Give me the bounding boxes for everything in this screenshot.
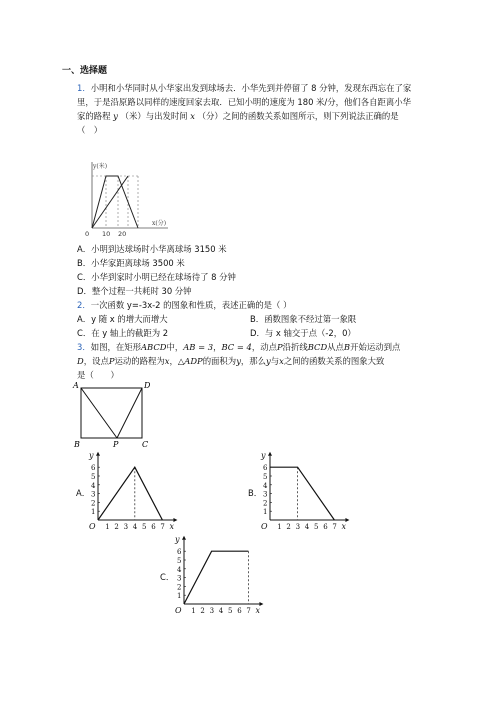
q1-xiaohua-line (92, 176, 138, 228)
origin-label: O (89, 522, 96, 530)
q3-rectangle-figure (72, 380, 154, 452)
x-axis-arrow (345, 518, 349, 522)
point-p-label: P (113, 440, 119, 449)
segment-dp (117, 388, 142, 438)
y-axis-arrow (268, 452, 272, 456)
q1-number: 1． (77, 83, 91, 93)
q1-distance-time-graph (82, 158, 172, 236)
q2-option-a: A．y 随 x 的增大而增大 (77, 314, 168, 324)
x-tick-label: 4 (304, 523, 310, 530)
q3-line-1: 3．如图，在矩形ABCD中，AB = 3，BC = 4，动点P沿折线BCD从点B开始运动到点 (77, 342, 401, 352)
x-tick-label: 5 (228, 607, 233, 614)
x-tick-label: 4 (132, 523, 138, 530)
q1-option-d: D．整个过程一共耗时 30 分钟 (77, 286, 192, 296)
y-tick-label: 3 (91, 490, 96, 499)
y-axis-arrow (182, 536, 186, 540)
x-tick-label: 6 (151, 523, 156, 530)
x-tick-label: 2 (114, 523, 119, 530)
x-tick-label: 1 (277, 523, 282, 530)
q1-tick-20: 20 (118, 230, 127, 238)
function-line (270, 467, 334, 520)
q1-line-3: 家的路程 y （米）与出发时间 x （分）之间的函数关系如图所示，则下列说法正确的是 (77, 111, 399, 121)
x-tick-label: 6 (237, 607, 242, 614)
section-title: 一、选择题 (62, 66, 108, 76)
x-tick-label: 7 (332, 523, 337, 530)
q2-option-c: C．在 y 轴上的截距为 2 (77, 328, 169, 338)
y-axis-label: y (261, 450, 266, 460)
x-tick-label: 2 (200, 607, 205, 614)
y-tick-label: 2 (91, 499, 96, 508)
q3-line-2: D，设点P运动的路程为x，△ADP的面积为y，那么y与x之间的函数关系的图象大致 (77, 356, 385, 366)
x-axis-label: x (341, 522, 346, 530)
y-tick-label: 2 (177, 583, 182, 592)
x-axis-label: x (255, 606, 260, 614)
x-tick-label: 5 (142, 523, 147, 530)
q2-option-b: B．函数图象不经过第一象限 (250, 314, 357, 324)
q1-y-label: y(米) (93, 163, 108, 170)
y-tick-label: 1 (177, 592, 182, 601)
origin-label: O (261, 522, 268, 530)
y-axis-arrow (96, 452, 100, 456)
function-line (98, 467, 162, 520)
q3-number: 3． (77, 342, 91, 352)
x-tick-label: 7 (246, 607, 251, 614)
vertex-d-label: D (144, 381, 151, 390)
q1-option-a: A．小明到达球场时小华离球场 3150 米 (77, 244, 227, 254)
x-tick-label: 1 (105, 523, 110, 530)
q3-option-c-label: C． (160, 572, 175, 582)
y-tick-label: 5 (91, 473, 96, 481)
y-tick-label: 5 (263, 473, 268, 481)
q1-xiaoming-line (92, 176, 128, 228)
x-axis-label: x (169, 522, 174, 530)
segment-ap (81, 388, 117, 438)
q3-graph-a (86, 450, 186, 530)
q1-line-2: 里，于是沿原路以同样的速度回家去取．已知小明的速度为 180 米/分，他们各自距离小华 (77, 97, 412, 107)
x-axis-arrow (173, 518, 177, 522)
q1-x-label: x(分) (152, 220, 167, 227)
q1-answer-paren: （ ） (77, 125, 103, 135)
y-tick-label: 5 (177, 557, 182, 565)
x-tick-label: 7 (160, 523, 165, 530)
y-axis-label: y (89, 450, 94, 460)
y-tick-label: 2 (263, 499, 268, 508)
x-tick-label: 3 (295, 523, 301, 530)
y-tick-label: 3 (263, 490, 268, 499)
y-tick-label: 1 (91, 508, 96, 517)
y-tick-label: 4 (263, 481, 268, 490)
vertex-c-label: C (142, 440, 149, 449)
q2-option-d: D．与 x 轴交于点（-2，0） (250, 328, 356, 338)
q3-line-3: 是（ ） (77, 370, 119, 380)
q3-option-a-label: A． (76, 488, 91, 498)
x-tick-label: 3 (209, 607, 215, 614)
q3-graph-b (258, 450, 358, 530)
x-tick-label: 1 (191, 607, 196, 614)
y-tick-label: 1 (263, 508, 268, 517)
y-tick-label: 6 (177, 548, 182, 557)
y-tick-label: 6 (91, 464, 96, 473)
vertex-a-label: A (73, 381, 79, 390)
function-line (184, 551, 248, 604)
q1-line-1: 1．小明和小华同时从小华家出发到球场去．小华先到并停留了 8 分钟，发现东西忘在了家 (77, 83, 412, 93)
q2-number: 2． (77, 300, 91, 310)
x-tick-label: 3 (123, 523, 129, 530)
q3-option-b-label: B． (248, 488, 263, 498)
vertex-b-label: B (74, 440, 80, 449)
q1-option-b: B．小华家距离球场 3500 米 (77, 258, 185, 268)
y-tick-label: 3 (177, 574, 182, 583)
origin-label: O (175, 606, 182, 614)
q2-stem: 2．一次函数 y=-3x-2 的图象和性质，表述正确的是（ ） (77, 300, 292, 310)
q3-graph-c (172, 534, 272, 614)
x-axis-arrow (259, 602, 263, 606)
y-tick-label: 6 (263, 464, 268, 473)
q1-tick-10: 10 (102, 230, 111, 238)
y-tick-label: 4 (177, 565, 182, 574)
q1-origin: 0 (85, 230, 90, 238)
y-axis-label: y (175, 534, 180, 544)
x-tick-label: 2 (286, 523, 291, 530)
q1-option-c: C．小华到家时小明已经在球场待了 8 分钟 (77, 272, 236, 282)
x-tick-label: 4 (218, 607, 224, 614)
x-tick-label: 6 (323, 523, 328, 530)
x-tick-label: 5 (314, 523, 319, 530)
y-tick-label: 4 (91, 481, 96, 490)
